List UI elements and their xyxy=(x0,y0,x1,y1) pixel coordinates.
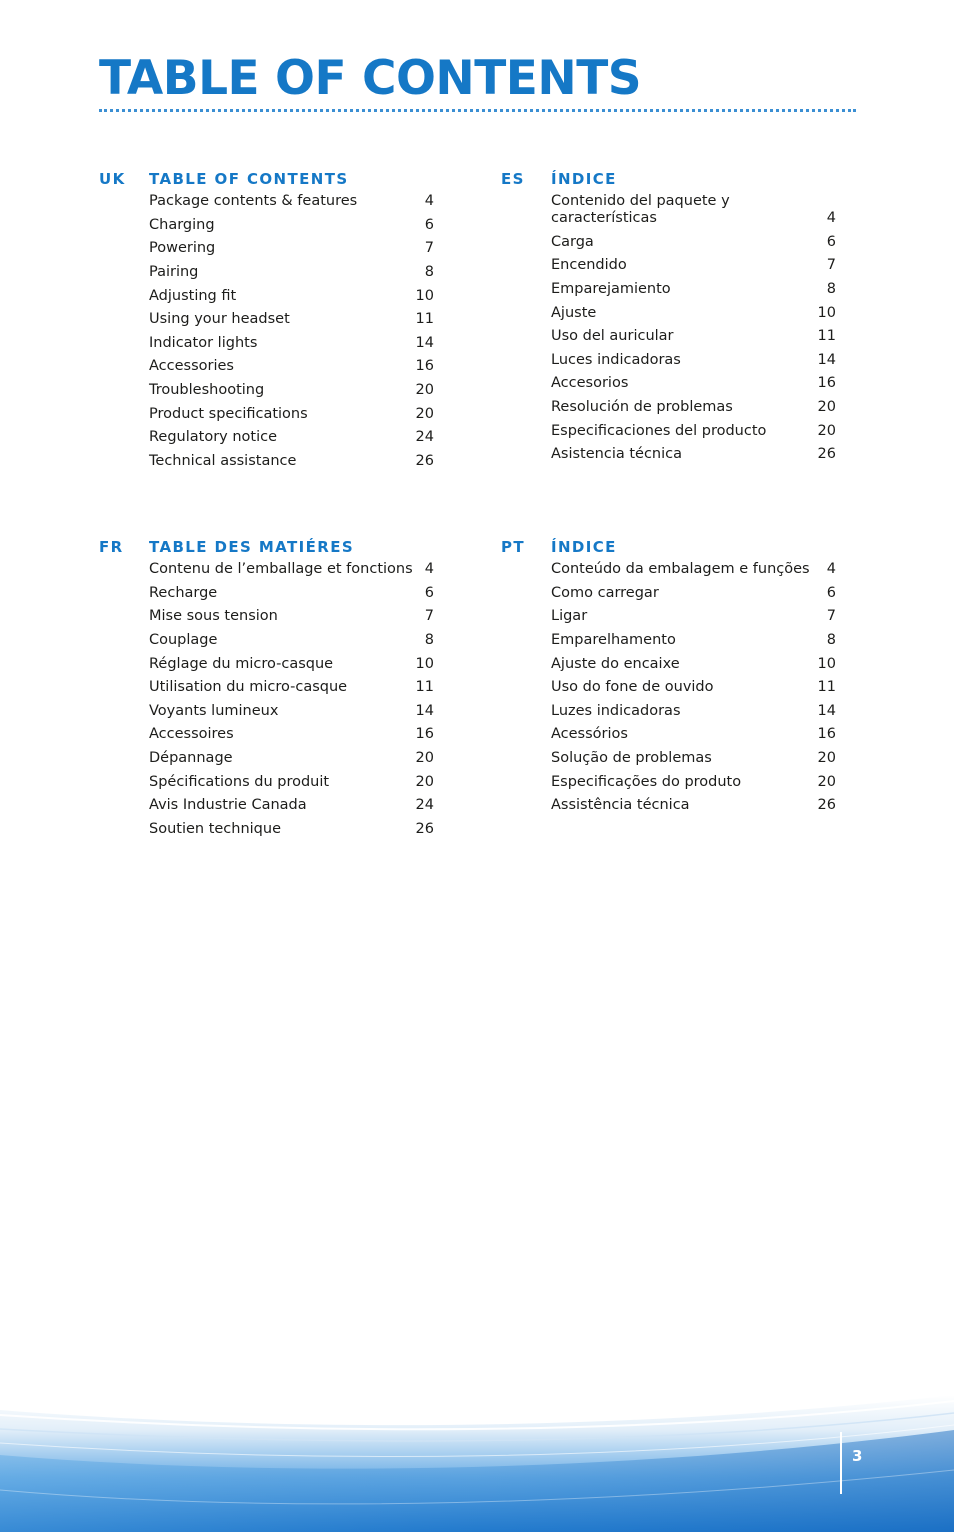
toc-entry-page-number: 24 xyxy=(415,429,434,446)
toc-entry-page-number: 8 xyxy=(424,264,434,281)
toc-entry-page-number: 26 xyxy=(817,797,836,814)
toc-entry-label: Accesorios xyxy=(551,375,629,392)
section-header xyxy=(501,168,841,190)
toc-entry[interactable] xyxy=(149,426,434,450)
toc-entry-label: Como carregar xyxy=(551,584,659,601)
page-number: 3 xyxy=(852,1447,863,1465)
toc-entry[interactable] xyxy=(551,747,836,771)
toc-entry[interactable] xyxy=(149,794,434,818)
page-title: TABLE OF CONTENTS xyxy=(99,51,642,106)
toc-entry-list xyxy=(551,190,836,467)
toc-entry[interactable] xyxy=(149,237,434,261)
toc-section-fr xyxy=(99,536,439,841)
toc-entry-page-number: 11 xyxy=(415,679,434,696)
toc-entry-label: Emparelhamento xyxy=(551,632,676,649)
footer-wave-decoration xyxy=(0,1395,954,1532)
page-number-divider xyxy=(840,1432,842,1494)
toc-entry-label: Spécifications du produit xyxy=(149,773,330,790)
toc-entry-label: Contenu de l’emballage et fonctions xyxy=(149,561,413,578)
toc-entry[interactable] xyxy=(551,605,836,629)
toc-entry-page-number: 8 xyxy=(826,632,836,649)
toc-entry-page-number: 11 xyxy=(817,328,836,345)
toc-entry-label: Especificaciones del producto xyxy=(551,422,767,439)
toc-entry-label: Soutien technique xyxy=(149,820,282,837)
toc-entry-page-number: 20 xyxy=(415,382,434,399)
toc-entry-page-number: 4 xyxy=(826,561,836,578)
toc-entry[interactable] xyxy=(551,770,836,794)
toc-entry-page-number: 14 xyxy=(415,702,434,719)
toc-entry-label: Voyants lumineux xyxy=(149,702,279,719)
toc-entry[interactable] xyxy=(551,396,836,420)
toc-entry[interactable] xyxy=(149,214,434,238)
toc-entry[interactable] xyxy=(149,629,434,653)
toc-entry[interactable] xyxy=(149,818,434,842)
toc-entry[interactable] xyxy=(149,355,434,379)
section-title: TABLE DES MATIÉRES xyxy=(149,538,355,556)
toc-entry-page-number: 16 xyxy=(817,375,836,392)
toc-entry-page-number: 16 xyxy=(415,726,434,743)
toc-entry-page-number: 26 xyxy=(415,820,434,837)
toc-entry-label: Ajuste xyxy=(551,304,597,321)
toc-entry-page-number: 6 xyxy=(424,216,434,233)
toc-entry[interactable] xyxy=(551,558,836,582)
toc-entry-label: Powering xyxy=(149,240,216,257)
toc-entry[interactable] xyxy=(149,284,434,308)
toc-entry[interactable] xyxy=(149,308,434,332)
toc-entry[interactable] xyxy=(149,379,434,403)
section-header xyxy=(501,536,841,558)
toc-entry-label: Adjusting fit xyxy=(149,287,237,304)
toc-entry-page-number: 20 xyxy=(817,399,836,416)
toc-entry-page-number: 26 xyxy=(415,452,434,469)
toc-entry-page-number: 26 xyxy=(817,446,836,463)
toc-entry-label: Avis Industrie Canada xyxy=(149,797,307,814)
toc-entry-page-number: 10 xyxy=(415,655,434,672)
toc-entry-label: Especificações do produto xyxy=(551,773,742,790)
toc-entry[interactable] xyxy=(551,629,836,653)
toc-entry-label: Indicator lights xyxy=(149,334,258,351)
toc-entry-label: Assistência técnica xyxy=(551,797,690,814)
toc-entry-label: Uso del auricular xyxy=(551,328,674,345)
toc-entry-page-number: 20 xyxy=(415,750,434,767)
toc-entry-page-number: 16 xyxy=(415,358,434,375)
toc-entry-label: Carga xyxy=(551,233,594,250)
section-header xyxy=(99,168,439,190)
toc-entry[interactable] xyxy=(551,231,836,255)
toc-entry-label: Couplage xyxy=(149,632,218,649)
toc-entry-label: Accessoires xyxy=(149,726,234,743)
toc-section-pt xyxy=(501,536,841,818)
toc-entry-label: Dépannage xyxy=(149,750,233,767)
toc-section-uk xyxy=(99,168,439,473)
toc-entry-label: Charging xyxy=(149,216,215,233)
toc-entry-page-number: 4 xyxy=(424,561,434,578)
toc-entry-label: Using your headset xyxy=(149,311,290,328)
toc-section-es xyxy=(501,168,841,467)
toc-entry[interactable] xyxy=(551,301,836,325)
toc-entry-page-number: 10 xyxy=(817,655,836,672)
toc-entry-label: Troubleshooting xyxy=(149,382,265,399)
toc-entry-page-number: 4 xyxy=(826,210,836,227)
toc-entry-page-number: 20 xyxy=(817,750,836,767)
toc-entry[interactable] xyxy=(149,261,434,285)
toc-entry-label: Emparejamiento xyxy=(551,281,671,298)
toc-entry-page-number: 7 xyxy=(424,608,434,625)
toc-entry-list xyxy=(149,190,434,473)
toc-entry-page-number: 6 xyxy=(826,584,836,601)
toc-entry-label: Luzes indicadoras xyxy=(551,702,681,719)
toc-entry[interactable] xyxy=(551,582,836,606)
toc-entry[interactable] xyxy=(551,325,836,349)
toc-entry[interactable] xyxy=(551,254,836,278)
title-dotted-rule xyxy=(99,109,856,112)
toc-entry-page-number: 6 xyxy=(826,233,836,250)
toc-entry[interactable] xyxy=(551,700,836,724)
toc-entry-page-number: 6 xyxy=(424,584,434,601)
toc-entry-list xyxy=(551,558,836,818)
toc-entry-page-number: 7 xyxy=(826,257,836,274)
toc-entry[interactable] xyxy=(551,652,836,676)
toc-entry[interactable] xyxy=(551,676,836,700)
toc-entry[interactable] xyxy=(149,605,434,629)
toc-entry-page-number: 14 xyxy=(817,351,836,368)
toc-entry-label: Accessories xyxy=(149,358,234,375)
toc-entry[interactable] xyxy=(551,794,836,818)
toc-entry[interactable] xyxy=(149,190,434,214)
toc-entry-page-number: 7 xyxy=(826,608,836,625)
toc-entry-page-number: 4 xyxy=(424,193,434,210)
toc-entry-list xyxy=(149,558,434,841)
toc-entry-label: Mise sous tension xyxy=(149,608,278,625)
toc-entry[interactable] xyxy=(149,770,434,794)
toc-entry[interactable] xyxy=(149,652,434,676)
toc-entry[interactable] xyxy=(551,372,836,396)
toc-entry-label: Resolución de problemas xyxy=(551,399,733,416)
toc-entry[interactable] xyxy=(551,723,836,747)
toc-entry-label: Ligar xyxy=(551,608,588,625)
toc-entry-label: Recharge xyxy=(149,584,218,601)
toc-entry-page-number: 14 xyxy=(415,334,434,351)
toc-entry[interactable] xyxy=(149,558,434,582)
toc-entry-page-number: 20 xyxy=(817,773,836,790)
toc-entry-label: Luces indicadoras xyxy=(551,351,681,368)
toc-entry-label: Pairing xyxy=(149,264,199,281)
language-code: FR xyxy=(99,538,124,556)
toc-entry-page-number: 24 xyxy=(415,797,434,814)
toc-entry[interactable] xyxy=(149,332,434,356)
toc-entry-page-number: 16 xyxy=(817,726,836,743)
toc-entry-page-number: 14 xyxy=(817,702,836,719)
toc-entry-page-number: 10 xyxy=(817,304,836,321)
toc-entry[interactable] xyxy=(149,450,434,474)
toc-entry[interactable] xyxy=(149,700,434,724)
toc-entry[interactable] xyxy=(551,443,836,467)
toc-entry[interactable] xyxy=(149,582,434,606)
toc-entry-label: Uso do fone de ouvido xyxy=(551,679,714,696)
toc-entry-page-number: 8 xyxy=(424,632,434,649)
toc-entry-page-number: 20 xyxy=(415,773,434,790)
section-title: ÍNDICE xyxy=(551,170,617,188)
language-code: PT xyxy=(501,538,526,556)
toc-entry[interactable] xyxy=(551,278,836,302)
toc-entry[interactable] xyxy=(149,723,434,747)
language-code: ES xyxy=(501,170,525,188)
toc-entry-label: Ajuste do encaixe xyxy=(551,655,680,672)
toc-entry-label: Utilisation du micro-casque xyxy=(149,679,348,696)
toc-entry-label: Product specifications xyxy=(149,405,308,422)
section-title: ÍNDICE xyxy=(551,538,617,556)
toc-entry-label: Contenido del paquete y características xyxy=(551,193,730,227)
toc-entry-page-number: 20 xyxy=(817,422,836,439)
toc-entry-label: Package contents & features xyxy=(149,193,358,210)
toc-entry[interactable] xyxy=(149,676,434,700)
toc-entry-page-number: 11 xyxy=(415,311,434,328)
toc-entry[interactable] xyxy=(551,349,836,373)
toc-entry-label: Acessórios xyxy=(551,726,628,743)
toc-entry[interactable] xyxy=(551,419,836,443)
toc-entry[interactable] xyxy=(149,402,434,426)
toc-entry[interactable] xyxy=(149,747,434,771)
toc-entry-label: Technical assistance xyxy=(149,452,297,469)
toc-entry-label: Conteúdo da embalagem e funções xyxy=(551,561,810,578)
section-header xyxy=(99,536,439,558)
toc-entry-label: Solução de problemas xyxy=(551,750,712,767)
toc-entry-page-number: 20 xyxy=(415,405,434,422)
toc-entry-page-number: 8 xyxy=(826,281,836,298)
toc-entry-label: Regulatory notice xyxy=(149,429,278,446)
toc-entry-label: Réglage du micro-casque xyxy=(149,655,334,672)
toc-entry-label: Asistencia técnica xyxy=(551,446,683,463)
toc-entry-page-number: 10 xyxy=(415,287,434,304)
section-title: TABLE OF CONTENTS xyxy=(149,170,349,188)
toc-entry[interactable] xyxy=(551,190,836,231)
toc-entry-page-number: 11 xyxy=(817,679,836,696)
toc-entry-label: Encendido xyxy=(551,257,627,274)
toc-entry-page-number: 7 xyxy=(424,240,434,257)
language-code: UK xyxy=(99,170,126,188)
